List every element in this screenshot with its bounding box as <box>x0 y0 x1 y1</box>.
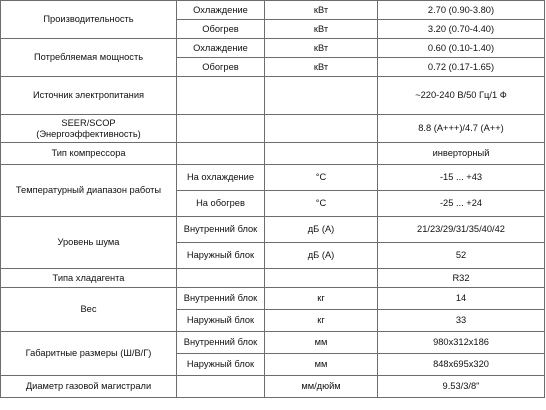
table-row-noise-indoor <box>1 217 545 243</box>
value-cell: -25 ... +24 <box>378 191 545 217</box>
param-label-seer <box>1 115 177 143</box>
value-cell: 9.53/3/8" <box>378 376 545 398</box>
mode-cell: Наружный блок <box>177 310 265 332</box>
mode-cell: Наружный блок <box>177 243 265 269</box>
value-cell: -15 ... +43 <box>378 165 545 191</box>
param-label-noise: Уровень шума <box>1 217 177 269</box>
mode-cell-empty <box>177 269 265 288</box>
param-label-power-supply: Источник электропитания <box>1 77 177 115</box>
param-label-temp-range: Температурный диапазон работы <box>1 165 177 217</box>
mode-cell: На обогрев <box>177 191 265 217</box>
table-row-temp-range-cooling <box>1 165 545 191</box>
param-label-compressor: Тип компрессора <box>1 143 177 165</box>
table-row-refrigerant <box>1 269 545 288</box>
table-row-compressor <box>1 143 545 165</box>
unit-cell-empty <box>265 115 378 143</box>
unit-cell: кг <box>265 310 378 332</box>
mode-cell: Обогрев <box>177 20 265 39</box>
unit-cell: кВт <box>265 58 378 77</box>
value-cell: 980x312x186 <box>378 332 545 354</box>
param-label-dimensions: Габаритные размеры (Ш/В/Г) <box>1 332 177 376</box>
value-cell: 0.60 (0.10-1.40) <box>378 39 545 58</box>
unit-cell-empty <box>265 143 378 165</box>
unit-cell: дБ (А) <box>265 243 378 269</box>
value-cell: 21/23/29/31/35/40/42 <box>378 217 545 243</box>
table-row-seer <box>1 115 545 143</box>
unit-cell: °C <box>265 165 378 191</box>
mode-cell-empty <box>177 77 265 115</box>
mode-cell-empty <box>177 376 265 398</box>
table-row-weight-indoor <box>1 288 545 310</box>
mode-cell: Охлаждение <box>177 39 265 58</box>
unit-cell: кВт <box>265 1 378 20</box>
table-row-gas-pipe <box>1 376 545 398</box>
param-label-power-input: Потребляемая мощность <box>1 39 177 77</box>
mode-cell: Внутренний блок <box>177 332 265 354</box>
unit-cell: дБ (А) <box>265 217 378 243</box>
value-cell: 0.72 (0.17-1.65) <box>378 58 545 77</box>
value-cell: инверторный <box>378 143 545 165</box>
value-cell: 848x695x320 <box>378 354 545 376</box>
unit-cell: °C <box>265 191 378 217</box>
unit-cell: кВт <box>265 39 378 58</box>
mode-cell: Внутренний блок <box>177 217 265 243</box>
unit-cell: кг <box>265 288 378 310</box>
param-label-capacity: Производительность <box>1 1 177 39</box>
value-cell: 3.20 (0.70-4.40) <box>378 20 545 39</box>
mode-cell: Внутренний блок <box>177 288 265 310</box>
value-cell: R32 <box>378 269 545 288</box>
unit-cell-empty <box>265 77 378 115</box>
param-label-weight: Вес <box>1 288 177 332</box>
unit-cell: мм <box>265 354 378 376</box>
value-cell: 33 <box>378 310 545 332</box>
unit-cell: мм/дюйм <box>265 376 378 398</box>
mode-cell: Охлаждение <box>177 1 265 20</box>
mode-cell-empty <box>177 143 265 165</box>
param-label-gas-pipe: Диаметр газовой магистрали <box>1 376 177 398</box>
table-row-power-input-cooling <box>1 39 545 58</box>
param-label-seer-line2: (Энергоэффективность) <box>36 128 141 139</box>
param-label-refrigerant: Типа хладагента <box>1 269 177 288</box>
mode-cell: Наружный блок <box>177 354 265 376</box>
unit-cell: кВт <box>265 20 378 39</box>
value-cell: 2.70 (0.90-3.80) <box>378 1 545 20</box>
value-cell: 8.8 (A+++)/4.7 (A++) <box>378 115 545 143</box>
mode-cell-empty <box>177 115 265 143</box>
value-cell: ~220-240 В/50 Гц/1 Ф <box>378 77 545 115</box>
table-row-power-supply <box>1 77 545 115</box>
mode-cell: Обогрев <box>177 58 265 77</box>
unit-cell: мм <box>265 332 378 354</box>
table-row-capacity-cooling <box>1 1 545 20</box>
unit-cell-empty <box>265 269 378 288</box>
value-cell: 14 <box>378 288 545 310</box>
mode-cell: На охлаждение <box>177 165 265 191</box>
table-row-dimensions-indoor <box>1 332 545 354</box>
value-cell: 52 <box>378 243 545 269</box>
param-label-seer-line1: SEER/SCOP <box>61 117 116 128</box>
